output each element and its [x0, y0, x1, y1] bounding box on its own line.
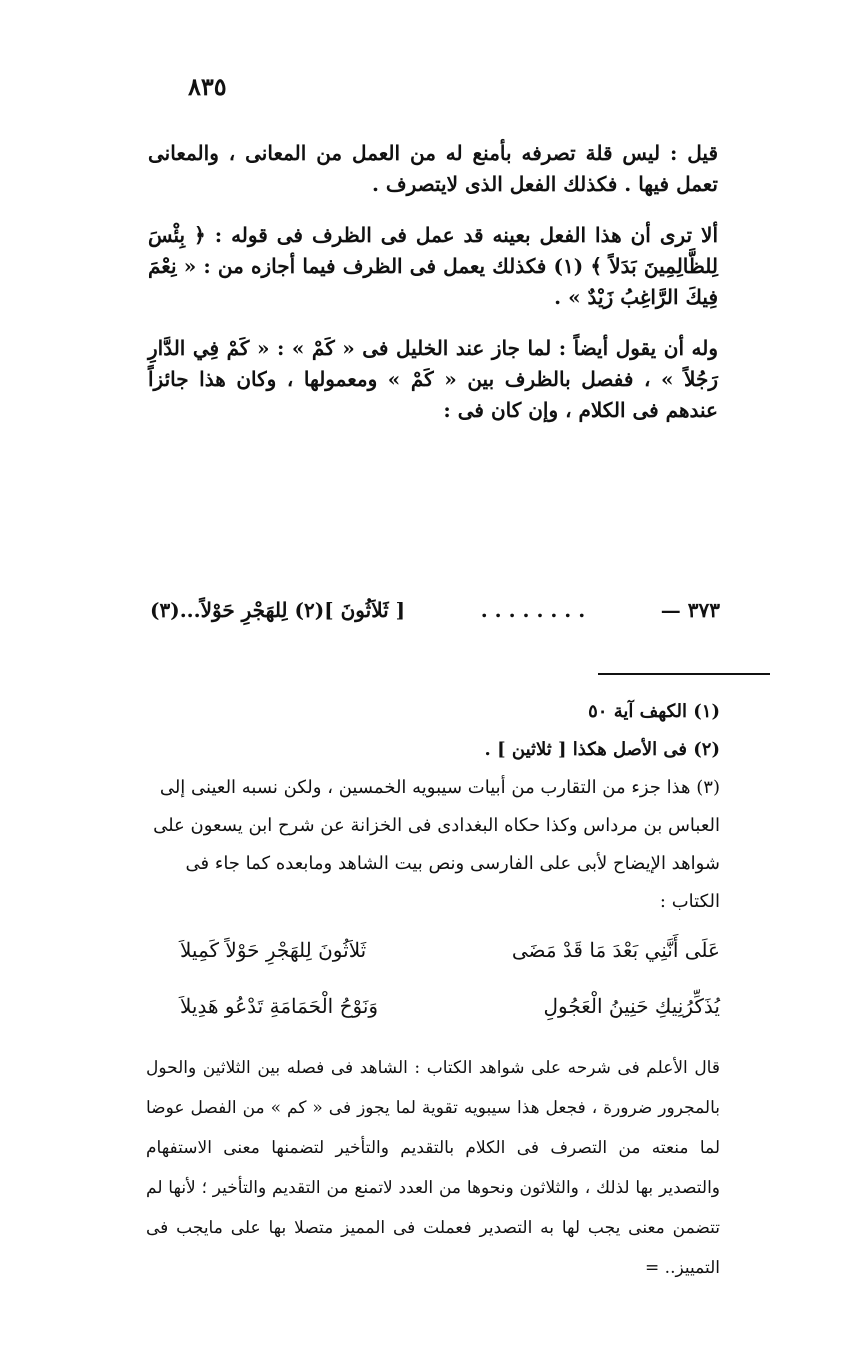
footnote-2: (٢) فى الأصل هكذا [ ثلاثين ] . [484, 739, 720, 760]
poem-line-2 [180, 978, 720, 1034]
verse-citation [150, 598, 720, 622]
page-number: ٨٣٥ [188, 72, 227, 101]
footnote-1: (١) الكهف آية ٥٠ [588, 701, 720, 722]
verse-dots: . . . . . . . . [480, 598, 586, 622]
footnotes [146, 693, 720, 921]
commentary-text: قال الأعلم فى شرحه على شواهد الكتاب : الشاهد فى فصله بين الثلاثين والحول بالمجرور ضرورة ، فجعل هذا سيبويه تقوية لما يجوز فى « كم » من الفصل عوضا لما منعته من التصرف فى الكلام بالتقديم والتأخير لتضمنها معنى الاستفهام والتصدير بها لذلك ، والثلاثون ونحوها من العدد لاتمنع من التقديم والتأخير ؛ لأنها لم تتضمن معنى يجب لها به التصدير فعملت فى المميز متصلا بها على مايجب فى التمييز.. = [146, 1058, 720, 1278]
verse-dash: — [660, 598, 681, 622]
poem-line-1 [180, 922, 720, 978]
main-text [148, 138, 718, 446]
footnote-3: (٣) هذا جزء من التقارب من أبيات سيبويه الخمسين ، ولكن نسبه العينى إلى العباس بن مرداس وكذا حكاه البغدادى فى الخزانة عن شرح ابن يسعون على شواهد الإيضاح لأبى على الفارسى ونص بيت الشاهد ومابعده كما جاء فى الكتاب : [153, 777, 720, 912]
paragraph-3: وله أن يقول أيضاً : لما جاز عند الخليل فى « كَمْ » : « كَمْ فِي الدَّارِ رَجُلاً » ، ففصل بالظرف بين « كَمْ » ومعمولها ، وكان هذا جائزاً عندهم فى الكلام ، وإن كان فى : [148, 336, 718, 422]
poem-line-2-first-hemistich: يُذَكِّرُنِيكِ حَنِينُ الْعَجُولِ [543, 994, 720, 1018]
paragraph-1: قيل : ليس قلة تصرفه بأمنع له من العمل من المعانى ، والمعانى تعمل فيها . فكذلك الفعل الذى لايتصرف . [148, 141, 718, 196]
poem-line-1-second-hemistich: ثَلاَثُونَ لِلهَجْرِ حَوْلاً كَمِيلاَ [180, 938, 367, 962]
commentary [146, 1048, 720, 1288]
poem-line-1-first-hemistich: عَلَى أَنَّنِي بَعْدَ مَا قَدْ مَضَى [511, 938, 720, 962]
verse-number [661, 598, 720, 622]
poem-line-2-second-hemistich: وَنَوْحُ الْحَمَامَةِ تَدْعُو هَدِيلاَ [180, 994, 379, 1018]
paragraph-2: ألا ترى أن هذا الفعل بعينه قد عمل فى الظرف فى قوله : ﴿ بِئْسَ لِلظَّالِمِينَ بَدَلاً ﴾ (١) فكذلك يعمل فى الظرف فيما أجازه من : « نِعْمَ فِيكَ الرَّاغِبُ زَيْدٌ » . [148, 223, 718, 309]
verse-number-value: ٣٧٣ [687, 598, 720, 622]
verse-text: [ ثَلاَثُونَ ](٢) لِلهَجْرِ حَوْلاً...(٣) [150, 598, 406, 622]
poem [180, 922, 720, 1034]
footnote-separator [598, 673, 770, 675]
